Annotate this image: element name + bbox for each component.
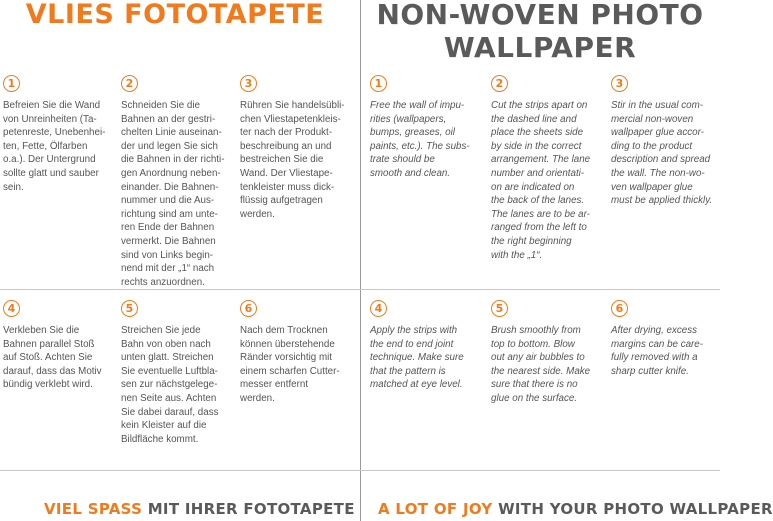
step-number-badge: 4	[3, 300, 20, 317]
step-number-badge: 6	[240, 300, 257, 317]
title-english-line1: NON-WOVEN PHOTO	[376, 0, 704, 31]
step-number-badge: 1	[3, 75, 20, 92]
step-number-badge: 3	[240, 75, 257, 92]
step-text: Brush smoothly from top to bottom. Blow out any air bubbles to the nearest side. Make sure that there is no glue on the surface.	[491, 325, 591, 404]
title-english-line2: WALLPAPER	[443, 31, 637, 64]
footer-german-rest: MIT IHRER FOTOTAPETE	[142, 500, 355, 518]
footer-english-rest: WITH YOUR PHOTO WALLPAPER	[492, 500, 773, 518]
row-divider	[0, 289, 720, 290]
step-number-badge: 3	[611, 75, 628, 92]
footer-german	[44, 500, 355, 518]
step-text: Nach dem Trocknen können überstehende Ränder vorsichtig mit einem scharfen Cutter- messer entfernt werden.	[240, 325, 340, 404]
footer-english	[378, 500, 773, 518]
step-number-badge: 5	[491, 300, 508, 317]
column-divider	[360, 0, 361, 521]
step-number-badge: 6	[611, 300, 628, 317]
footer-divider	[0, 470, 720, 471]
step-text: Stir in the usual com- mercial non-woven wallpaper glue accor- ding to the product description and spread the wall. The non-wo- ven wallpaper glue must be applied thickly.	[611, 100, 713, 207]
step-number-badge: 2	[491, 75, 508, 92]
step-number-badge: 2	[121, 75, 138, 92]
step-text: Free the wall of impu- rities (wallpapers, bumps, greases, oil paints, etc.). The subs- trate should be smooth and clean.	[370, 100, 470, 179]
step-text: Befreien Sie die Wand von Unreinheiten (Ta- petenreste, Unebenhei- ten, Fette, Ölfarben o.a.). Der Untergrund sollte glatt und sauber sein.	[3, 100, 106, 193]
step-text: After drying, excess margins can be care- fully removed with a sharp cutter knife.	[611, 325, 704, 377]
step-text: Rühren Sie handelsübli- chen Vliestapetenkleis- ter nach der Produkt- beschreibung an und bestreichen Sie die Wand. Der Vliestape- tenkleister muss dick- flüssig aufgetragen werden.	[240, 100, 345, 220]
footer-german-highlight: VIEL SPASS	[44, 500, 143, 518]
title-english	[360, 0, 720, 64]
step-text: Streichen Sie jede Bahn von oben nach unten glatt. Streichen Sie eventuelle Luftbla- sen zur nächstgelege- nen Seite aus. Achten Sie dabei darauf, dass kein Kleister auf die Bildfläche kommt.	[121, 325, 219, 445]
step-text: Verkleben Sie die Bahnen parallel Stoß auf Stoß. Achten Sie darauf, dass das Motiv bündig verklebt wird.	[3, 325, 102, 391]
step-text: Cut the strips apart on the dashed line and place the sheets side by side in the correct arrangement. The lane number and orientati- on are indicated on the back of the lanes. The lanes are to be ar- ranged from the left to the right beginning with the „1“.	[491, 100, 591, 261]
step-number-badge: 1	[370, 75, 387, 92]
footer-english-highlight: A LOT OF JOY	[378, 500, 493, 518]
title-german: VLIES FOTOTAPETE	[25, 0, 325, 30]
step-text: Apply the strips with the end to end joint technique. Make sure that the pattern is matched at eye level.	[370, 325, 464, 391]
step-number-badge: 4	[370, 300, 387, 317]
step-text: Schneiden Sie die Bahnen an der gestri- chelten Linie auseinan- der und legen Sie sich die Bahnen in der richti- gen Anordnung neben- einander. Die Bahnen- nummer und die Aus- richtung sind am unte- ren Ende der Bahnen vermerkt. Die Bahnen sind von Links begin- nend mit der „1“ nach rechts anzuordnen.	[121, 100, 225, 288]
step-number-badge: 5	[121, 300, 138, 317]
